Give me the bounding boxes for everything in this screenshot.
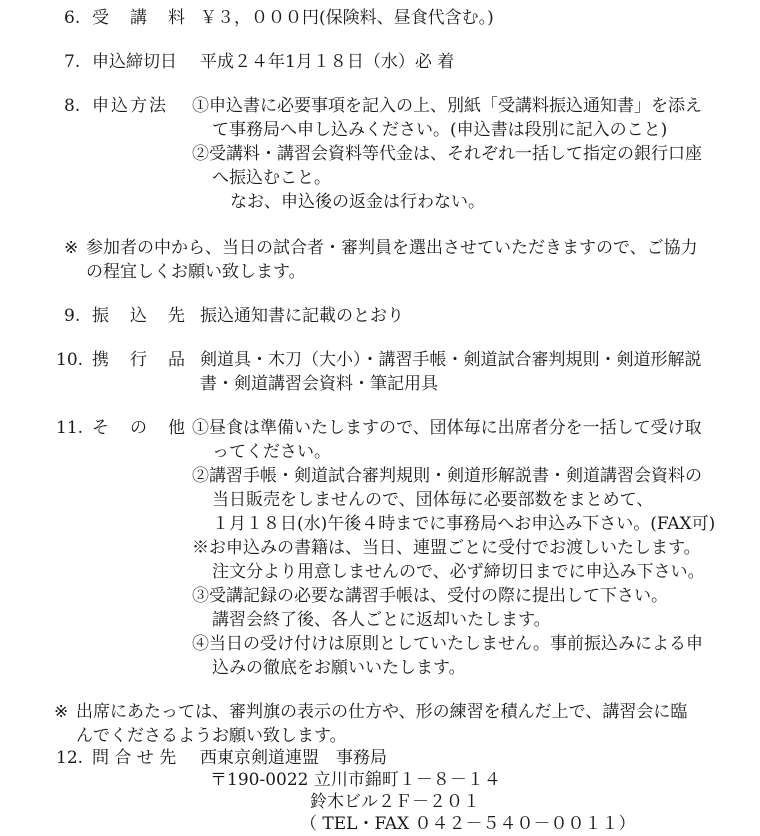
note-mark: ※ bbox=[64, 238, 79, 258]
item-label: 携 行 品 bbox=[92, 350, 187, 370]
item-line: 書・剣道講習会資料・筆記用具 bbox=[200, 374, 438, 394]
note-line: 出席にあたっては、審判旗の表示の仕方や、形の練習を積んだ上で、講習会に臨 bbox=[76, 702, 688, 722]
item-number: 11. bbox=[56, 418, 84, 438]
item-line: ③受講記録の必要な講習手帳は、受付の際に提出して下さい。 bbox=[192, 586, 668, 606]
item-line: 剣道具・木刀（大小）・講習手帳・剣道試合審判規則・剣道形解説 bbox=[200, 350, 702, 370]
item-label: 振 込 先 bbox=[92, 306, 187, 326]
contact-address: 〒190-0022 立川市錦町１－８－１４ bbox=[210, 770, 501, 790]
item-number: 10. bbox=[56, 350, 84, 370]
contact-tel: （ TEL・FAX ０４２－５４０－００１１） bbox=[300, 814, 636, 834]
contact-organization: 西東京剣道連盟 事務局 bbox=[200, 748, 387, 768]
item-line: ④当日の受け付けは原則としていたしません。事前振込みによる申 bbox=[192, 634, 704, 654]
item-line: ってください。 bbox=[212, 442, 331, 462]
item-line: 当日販売をしませんので、団体毎に必要部数をまとめて、 bbox=[212, 490, 654, 510]
item-line: ②受講料・講習会資料等代金は、それぞれ一括して指定の銀行口座 bbox=[192, 144, 702, 164]
item-label: 問 合 せ 先 bbox=[92, 748, 177, 768]
item-number: 8. bbox=[64, 96, 81, 116]
item-line: ①昼食は準備いたしますので、団体毎に出席者分を一括して受け取 bbox=[192, 418, 702, 438]
item-text: ￥３，０００円(保険料、昼食代含む。) bbox=[200, 8, 494, 28]
note-line: んでくださるようお願い致します。 bbox=[76, 726, 347, 746]
item-label: そ の 他 bbox=[92, 418, 187, 438]
item-line: 込みの徹底をお願いいたします。 bbox=[212, 658, 466, 678]
item-number: 6. bbox=[64, 8, 81, 28]
item-line: ①申込書に必要事項を記入の上、別紙「受講料振込通知書」を添え bbox=[192, 96, 702, 116]
item-label: 申込締切日 bbox=[92, 52, 177, 72]
item-line: １月１８日(水)午後４時までに事務局へお申込み下さい。(FAX可) bbox=[212, 514, 716, 534]
item-number: 12. bbox=[56, 748, 84, 768]
item-line: て事務局へ申し込みください。(申込書は段別に記入のこと) bbox=[212, 120, 668, 140]
item-number: 9. bbox=[64, 306, 81, 326]
item-line: へ振込むこと。 bbox=[212, 168, 331, 188]
note-mark: ※ bbox=[54, 702, 69, 722]
note-line: 参加者の中から、当日の試合者・審判員を選出させていただきますので、ご協力 bbox=[86, 238, 698, 258]
note-line: の程宜しくお願い致します。 bbox=[86, 262, 306, 282]
item-line: ②講習手帳・剣道試合審判規則・剣道形解説書・剣道講習会資料の bbox=[192, 466, 702, 486]
item-line: 講習会終了後、各人ごとに返却いたします。 bbox=[212, 610, 551, 630]
item-text: 平成２４年1月１８日（水）必 着 bbox=[200, 52, 455, 72]
item-line: ※お申込みの書籍は、当日、連盟ごとに受付でお渡しいたします。 bbox=[192, 538, 701, 558]
item-line: 注文分より用意しませんので、必ず締切日までに申込み下さい。 bbox=[212, 562, 705, 582]
item-text: 振込通知書に記載のとおり bbox=[200, 306, 404, 326]
contact-building: 鈴木ビル２Ｆ－２０１ bbox=[310, 792, 480, 812]
item-number: 7. bbox=[64, 52, 81, 72]
item-line: なお、申込後の返金は行わない。 bbox=[230, 192, 485, 212]
item-label: 申込方法 bbox=[92, 96, 168, 116]
item-label: 受 講 料 bbox=[92, 8, 187, 28]
